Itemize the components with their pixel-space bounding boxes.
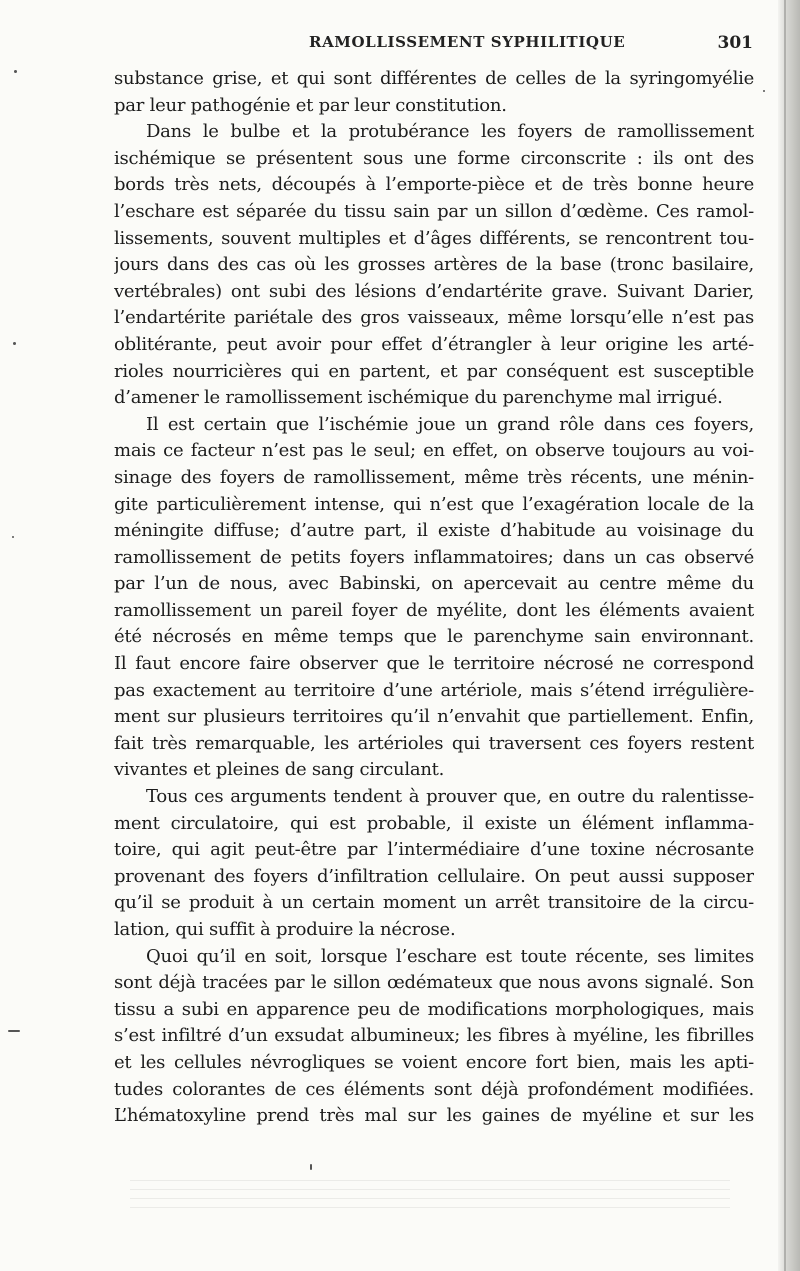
paragraph-start-line: Il est certain que l’ischémie joue un grand rôle dans ces foyers, — [146, 413, 754, 435]
text-line: lissements, souvent multiples et d’âges différents, se rencontrent tou- — [114, 227, 754, 249]
text-line: méningite diffuse; d’autre part, il existe d’habitude au voisinage du — [114, 520, 754, 542]
margin-speck — [8, 1030, 20, 1032]
text-line: par leur pathogénie et par leur constitution. — [114, 94, 507, 116]
page-number: 301 — [717, 33, 753, 53]
text-line: vivantes et pleines de sang circulant. — [114, 759, 445, 781]
text-line: s’est infiltré d’un exsudat albumineux; les fibres à myéline, les fibrilles — [114, 1025, 754, 1047]
margin-speck — [14, 70, 17, 73]
text-line: jours dans des cas où les grosses artères de la base (tronc basilaire, — [114, 254, 754, 276]
text-line: été nécrosés en même temps que le parenchyme sain environnant. — [114, 626, 754, 648]
show-through-bleed — [130, 1180, 730, 1210]
paragraph-start-line: Dans le bulbe et la protubérance les foyers de ramollissement — [146, 121, 754, 143]
text-line: sinage des foyers de ramollissement, même très récents, une ménin- — [114, 466, 754, 488]
page-gutter-line — [784, 0, 786, 1271]
text-line: Il faut encore faire observer que le territoire nécrosé ne correspond — [114, 653, 754, 675]
text-line: bords très nets, découpés à l’emporte-pièce et de très bonne heure — [114, 174, 754, 196]
text-line: rioles nourricières qui en partent, et par conséquent est susceptible — [114, 360, 754, 382]
text-line: et les cellules névrogliques se voient encore fort bien, mais les apti- — [114, 1051, 754, 1073]
text-line: lation, qui suffit à produire la nécrose. — [114, 919, 456, 940]
text-line: par l’un de nous, avec Babinski, on apercevait au centre même du — [114, 573, 754, 595]
body-text — [114, 66, 754, 1130]
paragraph-start-line: Quoi qu’il en soit, lorsque l’eschare est toute récente, ses limites — [146, 945, 754, 967]
margin-speck — [13, 342, 16, 345]
page-header — [113, 33, 753, 57]
text-line: pas exactement au territoire d’une artériole, mais s’étend irrégulière- — [114, 679, 754, 701]
text-line: fait très remarquable, les artérioles qui traversent ces foyers restent — [114, 732, 754, 754]
text-line: tudes colorantes de ces éléments sont déjà profondément modifiées. — [114, 1078, 754, 1100]
text-line: ramollissement de petits foyers inflammatoires; dans un cas observé — [114, 546, 754, 568]
text-line: l’eschare est séparée du tissu sain par un sillon d’œdème. Ces ramol- — [114, 200, 754, 222]
paragraph-start-line: Tous ces arguments tendent à prouver que, en outre du ralentisse- — [146, 786, 754, 808]
text-line: substance grise, et qui sont différentes de celles de la syringomyélie — [114, 68, 754, 89]
text-line: ment circulatoire, qui est probable, il existe un élément inflamma- — [114, 812, 754, 834]
margin-speck — [763, 90, 765, 92]
text-line: tissu a subi en apparence peu de modifications morphologiques, mais — [114, 998, 754, 1020]
text-line: l’endartérite pariétale des gros vaisseaux, même lorsqu’elle n’est pas — [114, 307, 754, 329]
text-line: qu’il se produit à un certain moment un arrêt transitoire de la circu- — [114, 892, 754, 914]
text-line: toire, qui agit peut-être par l’intermédiaire d’une toxine nécrosante — [114, 839, 754, 861]
margin-speck — [12, 536, 14, 538]
text-line: ramollissement un pareil foyer de myélite, dont les éléments avaient — [114, 599, 754, 621]
text-line: provenant des foyers d’infiltration cellulaire. On peut aussi supposer — [114, 865, 754, 887]
text-line: sont déjà tracées par le sillon œdémateux que nous avons signalé. Son — [114, 972, 754, 994]
text-line: L’hématoxyline prend très mal sur les gaines de myéline et sur les — [114, 1105, 754, 1127]
text-line: gite particulièrement intense, qui n’est que l’exagération locale de la — [114, 493, 754, 515]
text-line: ischémique se présentent sous une forme circonscrite : ils ont des — [114, 147, 754, 169]
text-line: ment sur plusieurs territoires qu’il n’envahit que partiellement. Enfin, — [114, 706, 754, 728]
text-line: oblitérante, peut avoir pour effet d’étrangler à leur origine les arté- — [114, 333, 754, 355]
text-line: d’amener le ramollissement ischémique du parenchyme mal irrigué. — [114, 387, 723, 409]
text-line: mais ce facteur n’est pas le seul; en effet, on observe toujours au voi- — [114, 440, 754, 462]
running-head: RAMOLLISSEMENT SYPHILITIQUE — [309, 33, 626, 51]
page-edge-shadow — [778, 0, 800, 1271]
margin-speck — [310, 1164, 312, 1170]
text-line: vertébrales) ont subi des lésions d’endartérite grave. Suivant Darier, — [114, 280, 754, 302]
